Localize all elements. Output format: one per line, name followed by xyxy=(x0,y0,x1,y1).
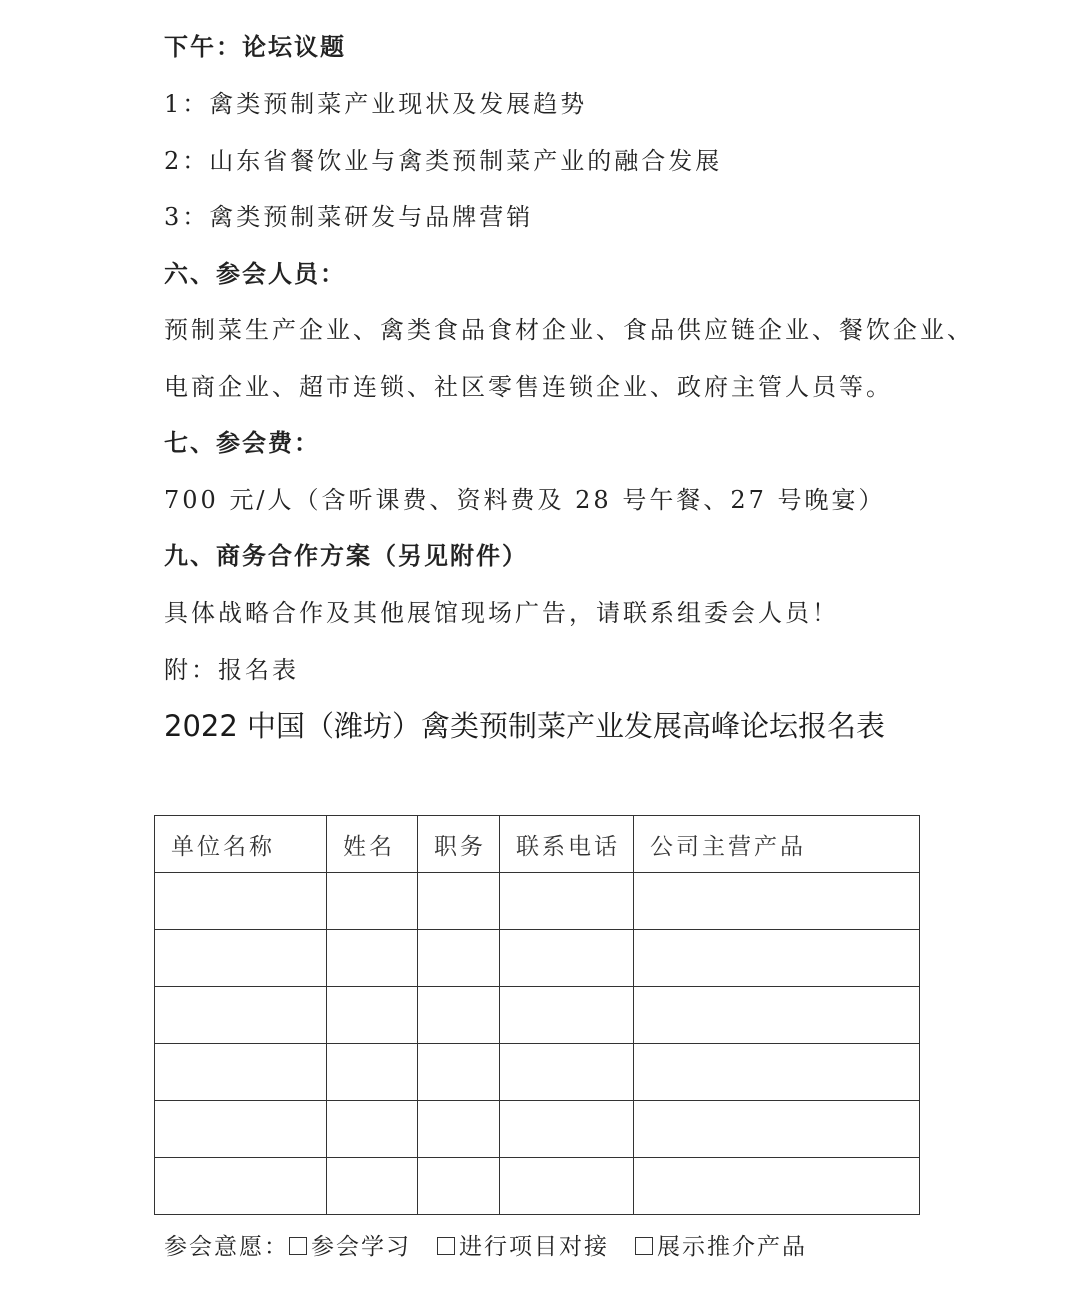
checkbox-box[interactable] xyxy=(635,1237,653,1255)
participants-line-1: 预制菜生产企业、禽类食品食材企业、食品供应链企业、餐饮企业、 xyxy=(164,316,974,344)
cell-name[interactable] xyxy=(327,1158,418,1215)
checkbox-box[interactable] xyxy=(437,1237,455,1255)
cell-name[interactable] xyxy=(327,1044,418,1101)
participants-line-2: 电商企业、超市连锁、社区零售连锁企业、政府主管人员等。 xyxy=(164,373,893,401)
business-text: 具体战略合作及其他展馆现场广告，请联系组委会人员！ xyxy=(164,599,839,627)
cell-title[interactable] xyxy=(418,873,500,930)
column-header-name: 姓名 xyxy=(327,816,418,873)
cell-name[interactable] xyxy=(327,873,418,930)
column-header-company: 单位名称 xyxy=(155,816,327,873)
business-heading: 九、商务合作方案（另见附件） xyxy=(164,542,528,570)
agenda-item-3: 3：禽类预制菜研发与品牌营销 xyxy=(164,203,534,231)
cell-title[interactable] xyxy=(418,987,500,1044)
table-header-row xyxy=(155,816,920,873)
cell-title[interactable] xyxy=(418,930,500,987)
cell-phone[interactable] xyxy=(500,1158,634,1215)
agenda-item-1: 1：禽类预制菜产业现状及发展趋势 xyxy=(164,90,588,118)
attachment-label: 附：报名表 xyxy=(164,656,299,684)
checkbox-study[interactable] xyxy=(289,1232,411,1262)
cell-company[interactable] xyxy=(155,930,327,987)
table-row xyxy=(155,930,920,987)
cell-title[interactable] xyxy=(418,1044,500,1101)
cell-phone[interactable] xyxy=(500,873,634,930)
table-row xyxy=(155,1158,920,1215)
cell-company[interactable] xyxy=(155,873,327,930)
fee-heading: 七、参会费： xyxy=(164,429,320,457)
cell-title[interactable] xyxy=(418,1158,500,1215)
cell-phone[interactable] xyxy=(500,1101,634,1158)
cell-company[interactable] xyxy=(155,987,327,1044)
cell-products[interactable] xyxy=(634,873,920,930)
cell-title[interactable] xyxy=(418,1101,500,1158)
cell-name[interactable] xyxy=(327,1101,418,1158)
table-row xyxy=(155,1101,920,1158)
table-row xyxy=(155,1044,920,1101)
intent-row xyxy=(164,1232,833,1262)
registration-table xyxy=(154,815,920,1215)
checkbox-label: 参会学习 xyxy=(311,1234,411,1260)
cell-products[interactable] xyxy=(634,987,920,1044)
table-body xyxy=(155,873,920,1215)
table-row xyxy=(155,987,920,1044)
checkbox-label: 展示推介产品 xyxy=(657,1234,807,1260)
column-header-title: 职务 xyxy=(418,816,500,873)
cell-company[interactable] xyxy=(155,1044,327,1101)
intent-label: 参会意愿： xyxy=(164,1234,289,1260)
checkbox-project-matching[interactable] xyxy=(437,1232,609,1262)
cell-name[interactable] xyxy=(327,987,418,1044)
column-header-phone: 联系电话 xyxy=(500,816,634,873)
column-header-products: 公司主营产品 xyxy=(634,816,920,873)
table-row xyxy=(155,873,920,930)
cell-products[interactable] xyxy=(634,930,920,987)
cell-phone[interactable] xyxy=(500,930,634,987)
checkbox-showcase-products[interactable] xyxy=(635,1232,807,1262)
checkbox-label: 进行项目对接 xyxy=(459,1234,609,1260)
cell-name[interactable] xyxy=(327,930,418,987)
cell-company[interactable] xyxy=(155,1101,327,1158)
cell-products[interactable] xyxy=(634,1044,920,1101)
cell-company[interactable] xyxy=(155,1158,327,1215)
agenda-item-2: 2：山东省餐饮业与禽类预制菜产业的融合发展 xyxy=(164,147,723,175)
cell-products[interactable] xyxy=(634,1158,920,1215)
cell-phone[interactable] xyxy=(500,987,634,1044)
agenda-heading: 下午：论坛议题 xyxy=(164,33,346,61)
form-title: 2022 中国（潍坊）禽类预制菜产业发展高峰论坛报名表 xyxy=(164,709,886,743)
cell-products[interactable] xyxy=(634,1101,920,1158)
fee-text: 700 元/人（含听课费、资料费及 28 号午餐、27 号晚宴） xyxy=(164,486,886,514)
checkbox-box[interactable] xyxy=(289,1237,307,1255)
participants-heading: 六、参会人员： xyxy=(164,260,346,288)
cell-phone[interactable] xyxy=(500,1044,634,1101)
